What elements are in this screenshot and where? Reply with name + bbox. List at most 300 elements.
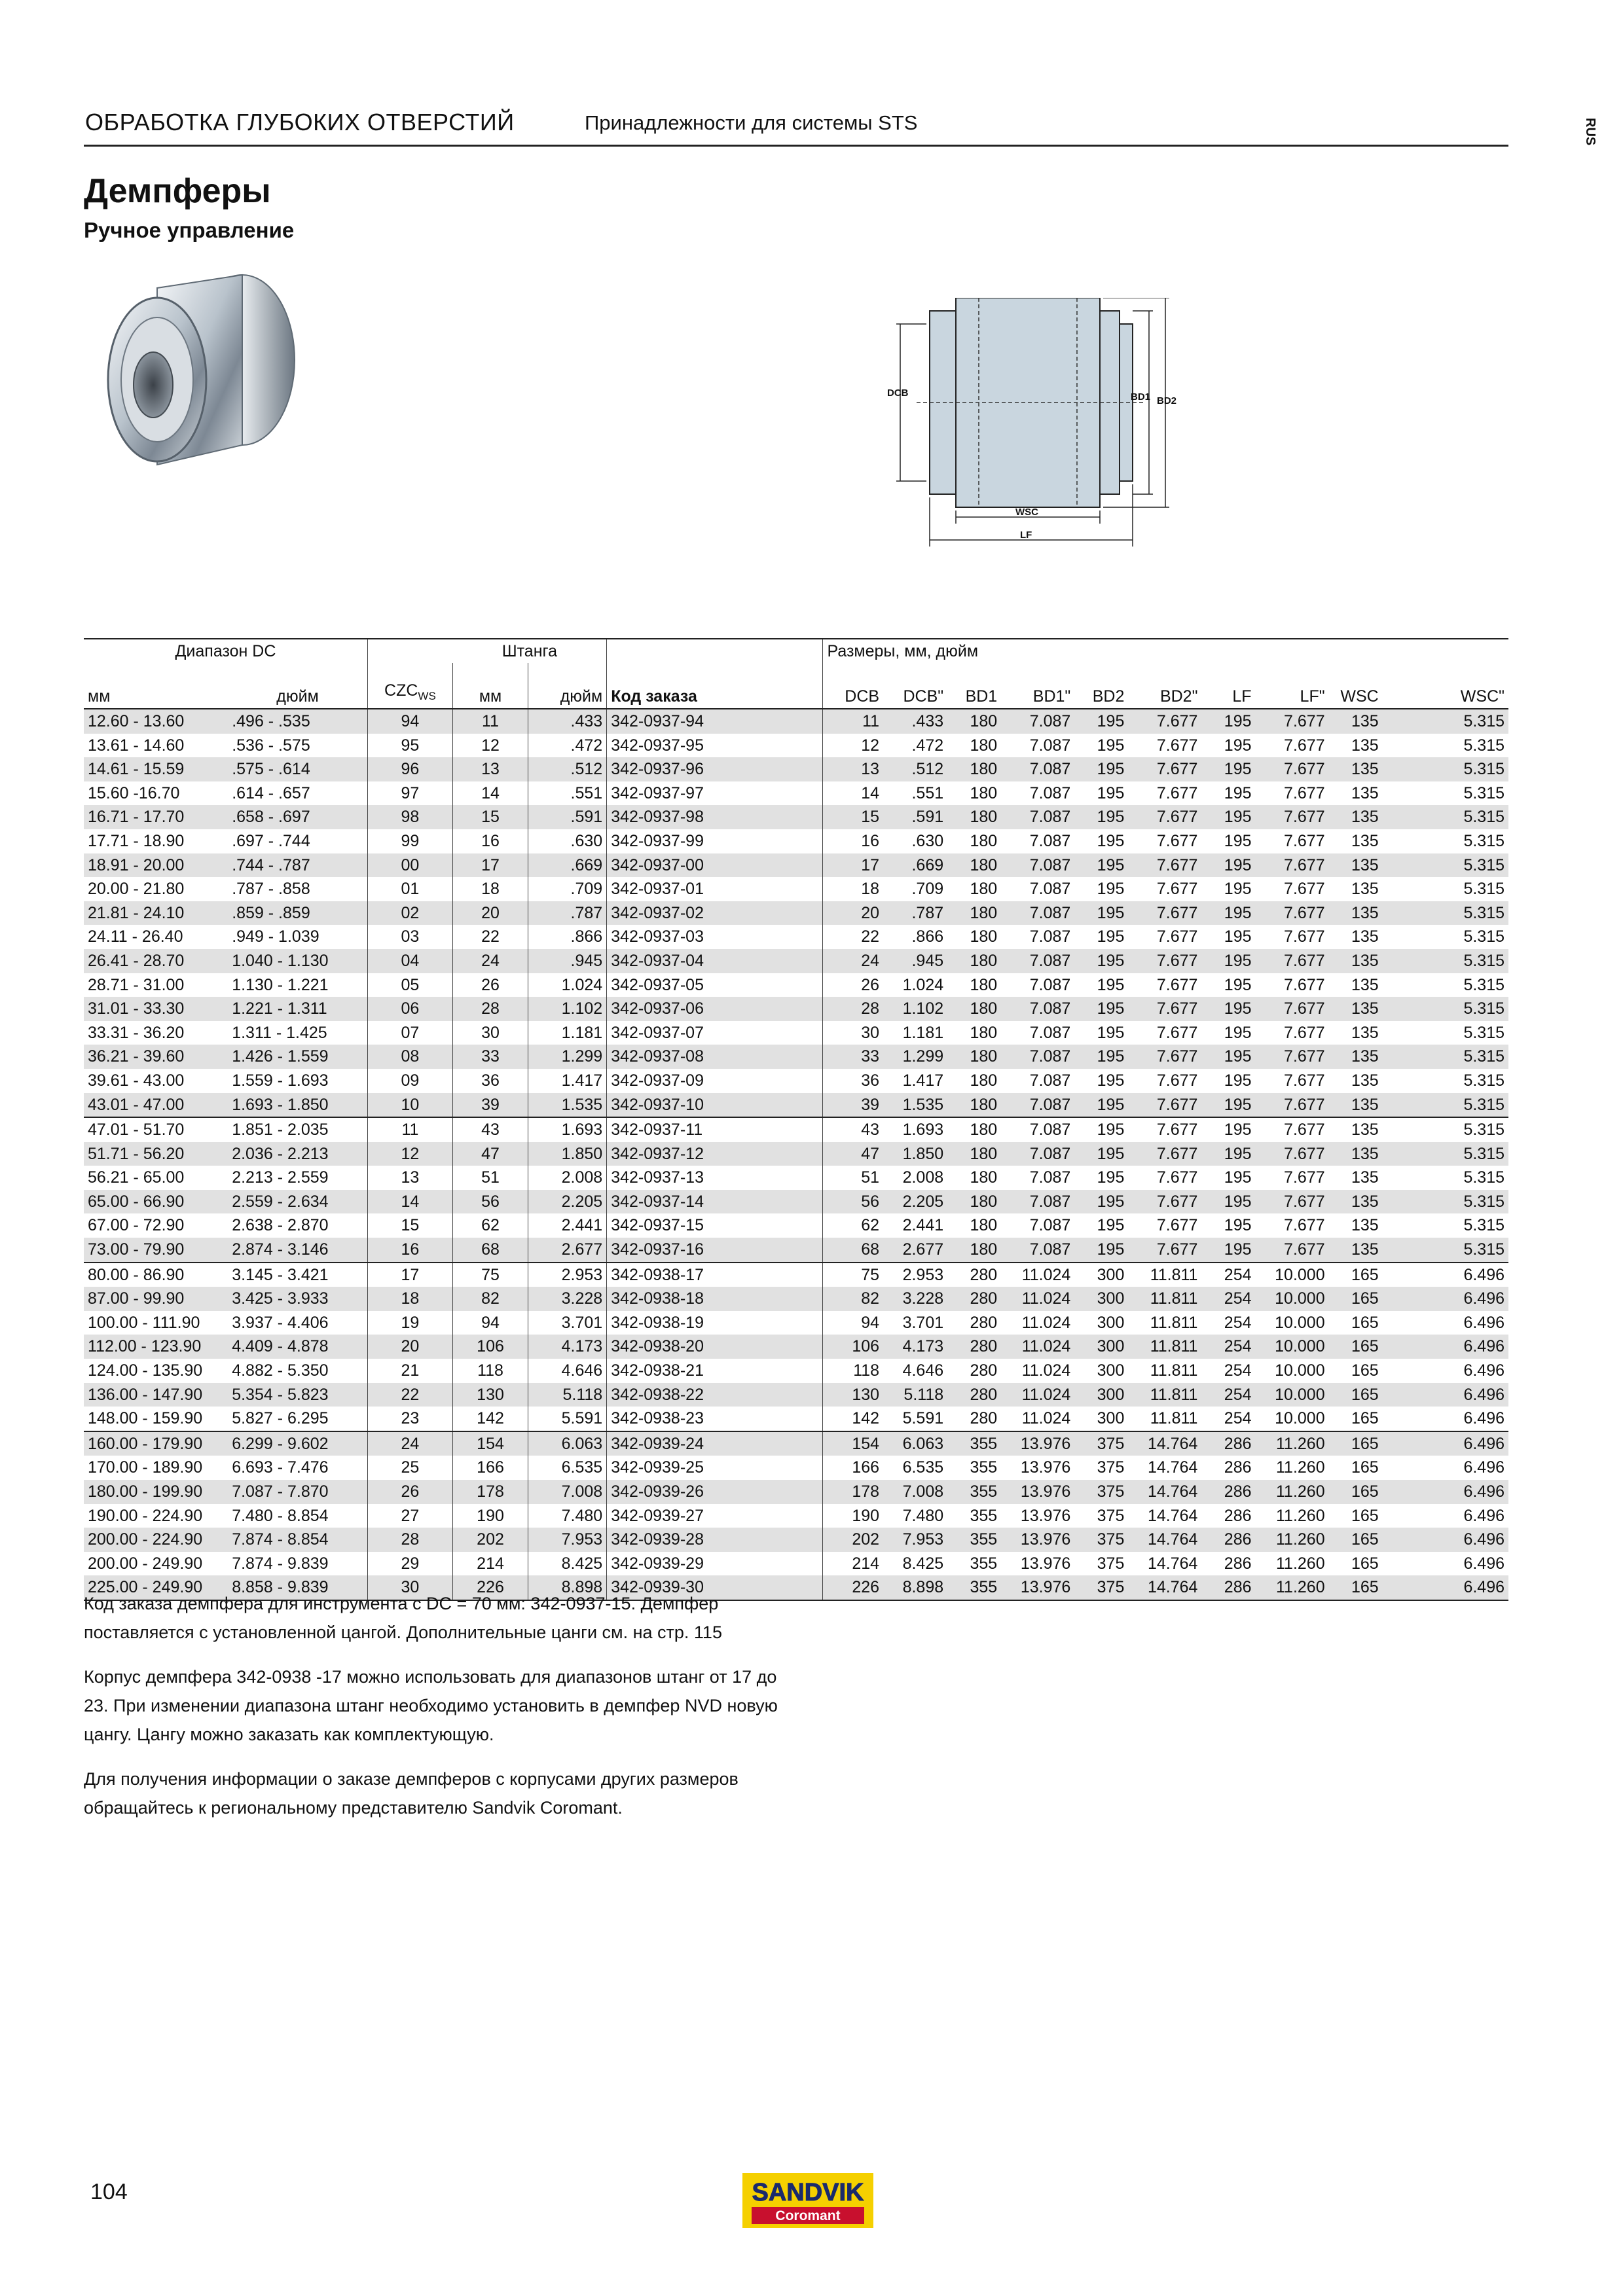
cell-dcb-inch: .866 — [911, 927, 944, 946]
cell-bd1: 355 — [947, 1575, 1001, 1600]
cell-dcb-inch: 5.591 — [902, 1409, 944, 1428]
cell-wsc: 135 — [1351, 880, 1379, 899]
cell-bd1: 180 — [947, 1190, 1001, 1214]
cell-bar-mm: 22 — [452, 925, 528, 949]
table-row — [84, 1335, 1508, 1359]
cell-dc-inch: 2.874 - 3.146 — [228, 1238, 367, 1263]
cell-bar-inch: 3.701 — [528, 1311, 607, 1335]
cell-order-code: 342-0937-15 — [607, 1213, 823, 1238]
cell-order-code: 342-0937-95 — [607, 734, 823, 758]
cell-lf-inch: 10.000 — [1256, 1287, 1329, 1311]
cell-bd1-inch: 7.087 — [1001, 805, 1074, 829]
cell-dcb-inch: 2.008 — [902, 1168, 944, 1187]
cell-bd1: 180 — [947, 1045, 1001, 1069]
cell-wsc-inch: 5.315 — [1383, 1117, 1508, 1142]
cell-bd1-inch: 7.087 — [1001, 1190, 1074, 1214]
cell-bd1: 280 — [947, 1383, 1001, 1407]
cell-dc-inch: .787 - .858 — [232, 880, 310, 899]
col-inch: дюйм — [228, 663, 367, 709]
cell-order-code: 342-0937-98 — [607, 805, 823, 829]
cell-bar-mm: 43 — [452, 1117, 528, 1142]
cell-order-code: 342-0937-09 — [607, 1069, 823, 1093]
cell-wsc-inch: 6.496 — [1463, 1409, 1504, 1428]
cell-bd2-inch: 7.677 — [1156, 975, 1198, 994]
cell-dcb-inch: 6.063 — [883, 1431, 947, 1456]
cell-wsc: 135 — [1329, 1093, 1383, 1118]
cell-wsc-inch: 5.315 — [1463, 1216, 1504, 1235]
cell-wsc: 135 — [1329, 1045, 1383, 1069]
cell-bar-inch: 6.063 — [528, 1431, 607, 1456]
cell-dcb: 13 — [823, 757, 883, 781]
table-row — [84, 1238, 1508, 1263]
col-czc: $CZC_{WS}$ — [367, 663, 452, 709]
cell-bar-inch: 7.953 — [528, 1528, 607, 1552]
cell-bd2-inch: 7.677 — [1156, 831, 1198, 850]
cell-dc-mm: 39.61 - 43.00 — [88, 1071, 185, 1090]
cell-dcb: 130 — [823, 1383, 883, 1407]
cell-dc-inch: .536 - .575 — [232, 736, 310, 755]
cell-bar-inch: 5.118 — [528, 1383, 607, 1407]
cell-czc: 30 — [367, 1575, 452, 1600]
cell-dc-mm: 73.00 - 79.90 — [84, 1238, 228, 1263]
cell-order-code: 342-0939-25 — [607, 1456, 823, 1480]
cell-order-code: 342-0938-23 — [607, 1407, 823, 1431]
cell-bar-inch: 7.480 — [528, 1504, 607, 1528]
cell-bd1-inch: 7.087 — [1001, 709, 1074, 734]
cell-bd1-inch: 11.024 — [1001, 1263, 1074, 1287]
cell-wsc: 135 — [1329, 1142, 1383, 1166]
cell-wsc: 165 — [1329, 1287, 1383, 1311]
cell-dc-mm: 225.00 - 249.90 — [84, 1575, 228, 1600]
cell-order-code: 342-0939-28 — [607, 1528, 823, 1552]
cell-order-code: 342-0937-05 — [607, 973, 823, 997]
cell-bd1: 180 — [947, 949, 1001, 973]
cell-bar-mm: 142 — [452, 1407, 528, 1431]
cell-dc-inch: .614 - .657 — [232, 783, 310, 802]
cell-order-code: 342-0937-12 — [607, 1142, 823, 1166]
cell-bd2: 195 — [1097, 927, 1125, 946]
cell-dc-inch: 1.130 - 1.221 — [232, 975, 329, 994]
cell-czc: 23 — [367, 1407, 452, 1431]
cell-lf: 195 — [1201, 1238, 1255, 1263]
cell-dcb-inch: 6.535 — [902, 1458, 944, 1477]
cell-bar-mm: 13 — [452, 757, 528, 781]
cell-bd2-inch: 14.764 — [1147, 1458, 1198, 1477]
cell-lf-inch: 7.677 — [1284, 880, 1325, 899]
cell-dcb-inch: 4.173 — [883, 1335, 947, 1359]
cell-czc: 16 — [367, 1238, 452, 1263]
cell-wsc: 165 — [1351, 1409, 1379, 1428]
cell-bd2: 195 — [1074, 1142, 1128, 1166]
cell-bd2-inch: 7.677 — [1156, 927, 1198, 946]
cell-bar-mm: 226 — [452, 1575, 528, 1600]
cell-bd1: 355 — [970, 1458, 998, 1477]
cell-lf: 195 — [1201, 901, 1255, 925]
cell-dcb-inch: 1.102 — [883, 997, 947, 1021]
cell-dc-mm: 36.21 - 39.60 — [84, 1045, 228, 1069]
cell-czc: 28 — [367, 1528, 452, 1552]
subsection-title: Принадлежности для системы STS — [585, 111, 918, 134]
cell-dcb: 226 — [823, 1575, 883, 1600]
cell-dcb-inch: 7.953 — [883, 1528, 947, 1552]
cell-lf-inch: 11.260 — [1276, 1506, 1325, 1525]
cell-dcb-inch: 2.677 — [883, 1238, 947, 1263]
cell-bd1-inch: 13.976 — [1020, 1458, 1071, 1477]
table-row — [84, 1021, 1508, 1045]
cell-wsc-inch: 5.315 — [1463, 783, 1504, 802]
cell-bd2-inch: 7.677 — [1156, 880, 1198, 899]
cell-bd1: 180 — [947, 1142, 1001, 1166]
cell-bar-inch: .472 — [528, 734, 607, 758]
cell-czc: 99 — [367, 829, 452, 853]
cell-bar-mm: 16 — [452, 829, 528, 853]
cell-bd2: 195 — [1074, 757, 1128, 781]
cell-lf: 195 — [1201, 709, 1255, 734]
cell-bd2-inch: 14.764 — [1147, 1554, 1198, 1573]
cell-bd1: 180 — [970, 1023, 998, 1042]
cell-wsc: 165 — [1329, 1335, 1383, 1359]
cell-bd1: 280 — [947, 1263, 1001, 1287]
cell-bar-mm: 190 — [452, 1504, 528, 1528]
cell-bar-mm: 82 — [452, 1287, 528, 1311]
cell-wsc: 135 — [1329, 997, 1383, 1021]
cell-bd1: 180 — [970, 736, 998, 755]
cell-wsc-inch: 5.315 — [1463, 975, 1504, 994]
note-body-range: Корпус демпфера 342-0938 -17 можно использовать для диапазонов штанг от 17 до 23. При изменении диапазона штанг необходимо установить в демпфер NVD новую цангу. Цангу можно заказать как комплектующую. — [84, 1667, 778, 1744]
table-row — [84, 1431, 1508, 1456]
cell-lf: 195 — [1224, 1216, 1252, 1235]
cell-dcb-inch: .787 — [883, 901, 947, 925]
cell-lf-inch: 11.260 — [1276, 1554, 1325, 1573]
cell-bd1: 180 — [970, 880, 998, 899]
cell-bd2: 195 — [1074, 901, 1128, 925]
cell-wsc-inch: 6.496 — [1463, 1361, 1504, 1380]
cell-order-code: 342-0939-30 — [607, 1575, 823, 1600]
cell-bd2: 195 — [1074, 1045, 1128, 1069]
cell-bar-inch: 5.591 — [528, 1407, 607, 1431]
cell-dcb-inch: 8.425 — [902, 1554, 944, 1573]
cell-bar-mm: 166 — [452, 1456, 528, 1480]
cell-bd2-inch: 7.677 — [1128, 853, 1201, 878]
cell-wsc: 165 — [1329, 1528, 1383, 1552]
cell-bd1-inch: 13.976 — [1001, 1575, 1074, 1600]
cell-lf: 254 — [1224, 1313, 1252, 1332]
cell-dc-inch: 6.299 - 9.602 — [228, 1431, 367, 1456]
sandvik-coromant-logo — [742, 2173, 873, 2228]
cell-bd1-inch: 13.976 — [1001, 1528, 1074, 1552]
cell-order-code: 342-0938-20 — [607, 1335, 823, 1359]
cell-lf: 195 — [1224, 1168, 1252, 1187]
cell-lf: 254 — [1224, 1409, 1252, 1428]
cell-dcb-inch: .433 — [883, 709, 947, 734]
cell-lf-inch: 7.677 — [1256, 853, 1329, 878]
cell-bd2: 195 — [1074, 1093, 1128, 1118]
cell-bar-mm: 15 — [452, 805, 528, 829]
cell-dc-inch: 1.693 - 1.850 — [228, 1093, 367, 1118]
cell-bd1-inch: 7.087 — [1029, 927, 1071, 946]
cell-bd1-inch: 7.087 — [1001, 901, 1074, 925]
cell-dcb-inch: .551 — [911, 783, 944, 802]
cell-bd2-inch: 7.677 — [1156, 1216, 1198, 1235]
group-bar: Штанга — [452, 639, 606, 663]
cell-bd1-inch: 7.087 — [1029, 1071, 1071, 1090]
cell-bar-inch: 1.417 — [528, 1069, 607, 1093]
cell-lf-inch: 10.000 — [1275, 1313, 1325, 1332]
cell-bd2: 300 — [1097, 1313, 1125, 1332]
col-bar-inch: дюйм — [528, 663, 607, 709]
cell-dcb: 51 — [823, 1166, 883, 1190]
cell-czc: 98 — [367, 805, 452, 829]
cell-lf: 195 — [1201, 1190, 1255, 1214]
cell-bd2: 375 — [1074, 1480, 1128, 1504]
cell-lf: 286 — [1224, 1506, 1252, 1525]
cell-dc-mm: 15.60 -16.70 — [88, 783, 180, 802]
cell-dcb: 11 — [823, 709, 883, 734]
cell-bar-inch: 6.535 — [528, 1456, 607, 1480]
cell-bd2-inch: 7.677 — [1156, 783, 1198, 802]
cell-wsc-inch: 6.496 — [1383, 1263, 1508, 1287]
cell-bar-inch: 1.693 — [528, 1117, 607, 1142]
cell-dc-inch: .575 - .614 — [228, 757, 367, 781]
cell-dc-inch: 3.145 - 3.421 — [228, 1263, 367, 1287]
cell-bd1-inch: 7.087 — [1029, 1216, 1071, 1235]
cell-bd2-inch: 7.677 — [1128, 1045, 1201, 1069]
cell-order-code: 342-0939-27 — [607, 1504, 823, 1528]
cell-dcb-inch: 1.850 — [883, 1142, 947, 1166]
cell-bd1-inch: 13.976 — [1001, 1480, 1074, 1504]
cell-lf-inch: 7.677 — [1256, 1238, 1329, 1263]
cell-bd1: 180 — [947, 709, 1001, 734]
cell-lf: 195 — [1224, 736, 1252, 755]
cell-order-code: 342-0938-17 — [607, 1263, 823, 1287]
table-row — [84, 1528, 1508, 1552]
cell-bar-inch: 8.425 — [528, 1552, 607, 1576]
cell-bar-mm: 11 — [452, 709, 528, 734]
cell-wsc: 135 — [1329, 949, 1383, 973]
cell-order-code: 342-0938-22 — [607, 1383, 823, 1407]
cell-dcb: 82 — [823, 1287, 883, 1311]
cell-bd2-inch: 7.677 — [1128, 997, 1201, 1021]
table-row — [84, 757, 1508, 781]
cell-wsc: 135 — [1329, 1238, 1383, 1263]
cell-bar-mm: 39 — [452, 1093, 528, 1118]
cell-lf: 195 — [1224, 975, 1252, 994]
table-row — [84, 853, 1508, 878]
cell-bd1: 355 — [947, 1431, 1001, 1456]
cell-bd1: 280 — [947, 1287, 1001, 1311]
table-row — [84, 1093, 1508, 1118]
cell-wsc-inch: 6.496 — [1383, 1480, 1508, 1504]
cell-bar-mm: 178 — [452, 1480, 528, 1504]
cell-lf: 286 — [1224, 1554, 1252, 1573]
cell-dc-mm: 56.21 - 65.00 — [88, 1168, 185, 1187]
cell-dc-mm: 200.00 - 224.90 — [84, 1528, 228, 1552]
cell-order-code: 342-0938-18 — [607, 1287, 823, 1311]
col-lf-inch: LF" — [1256, 663, 1329, 709]
cell-bd1-inch: 13.976 — [1001, 1431, 1074, 1456]
cell-lf-inch: 7.677 — [1256, 757, 1329, 781]
cell-dc-mm: 136.00 - 147.90 — [84, 1383, 228, 1407]
cell-dc-inch: 7.480 - 8.854 — [232, 1506, 329, 1525]
cell-bd2-inch: 7.677 — [1156, 1071, 1198, 1090]
col-bd2: BD2 — [1074, 663, 1128, 709]
table-row — [84, 901, 1508, 925]
cell-bd2-inch: 7.677 — [1156, 1023, 1198, 1042]
cell-order-code: 342-0937-14 — [607, 1190, 823, 1214]
cell-bar-mm: 75 — [452, 1263, 528, 1287]
cell-dc-inch: 7.874 - 8.854 — [228, 1528, 367, 1552]
cell-bd2-inch: 7.677 — [1128, 1093, 1201, 1118]
cell-wsc-inch: 5.315 — [1463, 927, 1504, 946]
cell-dcb: 154 — [823, 1431, 883, 1456]
cell-dc-mm: 65.00 - 66.90 — [84, 1190, 228, 1214]
cell-dc-mm: 20.00 - 21.80 — [88, 880, 185, 899]
cell-czc: 10 — [367, 1093, 452, 1118]
table-row — [84, 949, 1508, 973]
cell-order-code: 342-0937-96 — [607, 757, 823, 781]
cell-dc-mm: 80.00 - 86.90 — [84, 1263, 228, 1287]
cell-bd2-inch: 7.677 — [1128, 1238, 1201, 1263]
cell-bd1-inch: 7.087 — [1001, 1142, 1074, 1166]
cell-wsc-inch: 6.496 — [1383, 1383, 1508, 1407]
cell-dc-mm: 17.71 - 18.90 — [88, 831, 185, 850]
cell-wsc-inch: 5.315 — [1383, 805, 1508, 829]
cell-dc-inch: 2.036 - 2.213 — [228, 1142, 367, 1166]
cell-bar-inch: .433 — [528, 709, 607, 734]
cell-czc: 19 — [367, 1311, 452, 1335]
cell-bd1-inch: 11.024 — [1021, 1361, 1071, 1380]
cell-bar-mm: 33 — [452, 1045, 528, 1069]
cell-bd2-inch: 7.677 — [1128, 901, 1201, 925]
cell-wsc: 135 — [1329, 805, 1383, 829]
cell-bar-inch: .591 — [528, 805, 607, 829]
cell-lf: 195 — [1224, 1023, 1252, 1042]
cell-czc: 15 — [367, 1213, 452, 1238]
cell-dc-mm: 26.41 - 28.70 — [84, 949, 228, 973]
cell-bd2-inch: 7.677 — [1128, 1142, 1201, 1166]
cell-dc-mm: 180.00 - 199.90 — [84, 1480, 228, 1504]
cell-dc-inch: 4.409 - 4.878 — [228, 1335, 367, 1359]
cell-wsc-inch: 5.315 — [1383, 949, 1508, 973]
cell-lf-inch: 11.260 — [1256, 1431, 1329, 1456]
cell-dcb-inch: .669 — [883, 853, 947, 878]
cell-bd1-inch: 7.087 — [1001, 1045, 1074, 1069]
table-row — [84, 1263, 1508, 1287]
cell-wsc: 135 — [1329, 1190, 1383, 1214]
cell-bd1-inch: 11.024 — [1021, 1409, 1071, 1428]
cell-dc-inch: 7.087 - 7.870 — [228, 1480, 367, 1504]
cell-bar-mm: 214 — [452, 1552, 528, 1576]
cell-lf: 195 — [1224, 1071, 1252, 1090]
cell-dcb: 190 — [823, 1504, 883, 1528]
cell-wsc: 135 — [1351, 736, 1379, 755]
cell-bar-inch: 1.024 — [528, 973, 607, 997]
cell-dcb-inch: .512 — [883, 757, 947, 781]
cell-dcb-inch: 1.535 — [883, 1093, 947, 1118]
cell-dc-mm: 190.00 - 224.90 — [88, 1506, 203, 1525]
cell-order-code: 342-0937-03 — [607, 925, 823, 949]
cell-bd2: 195 — [1074, 709, 1128, 734]
cell-bar-inch: .866 — [528, 925, 607, 949]
cell-lf-inch: 7.677 — [1284, 831, 1325, 850]
cell-lf-inch: 7.677 — [1256, 1190, 1329, 1214]
cell-bd1: 180 — [970, 1071, 998, 1090]
cell-lf: 286 — [1201, 1575, 1255, 1600]
cell-czc: 05 — [367, 973, 452, 997]
cell-dc-mm: 18.91 - 20.00 — [84, 853, 228, 878]
cell-czc: 26 — [367, 1480, 452, 1504]
cell-lf: 286 — [1224, 1458, 1252, 1477]
table-row — [84, 1190, 1508, 1214]
cell-czc: 03 — [367, 925, 452, 949]
cell-dcb-inch: 2.953 — [883, 1263, 947, 1287]
cell-bar-inch: .945 — [528, 949, 607, 973]
cell-bd2-inch: 7.677 — [1156, 1168, 1198, 1187]
cell-lf: 195 — [1201, 853, 1255, 878]
cell-dc-mm: 87.00 - 99.90 — [84, 1287, 228, 1311]
cell-bd2: 195 — [1097, 1168, 1125, 1187]
cell-bd1: 355 — [947, 1480, 1001, 1504]
cell-order-code: 342-0937-08 — [607, 1045, 823, 1069]
cell-bar-inch: 2.205 — [528, 1190, 607, 1214]
cell-wsc-inch: 5.315 — [1383, 1238, 1508, 1263]
cell-bar-mm: 106 — [452, 1335, 528, 1359]
label-bd1: BD1 — [1131, 391, 1151, 403]
cell-dcb: 166 — [823, 1456, 883, 1480]
cell-dc-mm: 148.00 - 159.90 — [88, 1409, 203, 1428]
cell-wsc-inch: 5.315 — [1383, 1190, 1508, 1214]
cell-lf-inch: 7.677 — [1284, 1071, 1325, 1090]
col-dcb: DCB — [823, 663, 883, 709]
cell-dcb: 106 — [823, 1335, 883, 1359]
cell-bd2-inch: 7.677 — [1128, 1190, 1201, 1214]
cell-order-code: 342-0937-94 — [607, 709, 823, 734]
cell-wsc-inch: 6.496 — [1383, 1431, 1508, 1456]
cell-wsc-inch: 6.496 — [1383, 1575, 1508, 1600]
cell-wsc: 135 — [1351, 1071, 1379, 1090]
cell-bd2: 375 — [1074, 1575, 1128, 1600]
cell-wsc-inch: 5.315 — [1463, 831, 1504, 850]
cell-czc: 02 — [367, 901, 452, 925]
cell-bd1-inch: 11.024 — [1001, 1335, 1074, 1359]
cell-bd2-inch: 7.677 — [1156, 736, 1198, 755]
cell-wsc-inch: 5.315 — [1383, 757, 1508, 781]
table-row — [84, 1383, 1508, 1407]
cell-bd2: 195 — [1074, 1190, 1128, 1214]
cell-dcb-inch: 8.898 — [883, 1575, 947, 1600]
cell-bar-mm: 36 — [452, 1069, 528, 1093]
col-wsc-inch: WSC" — [1383, 663, 1508, 709]
cell-bd2-inch: 14.764 — [1128, 1431, 1201, 1456]
cell-czc: 06 — [367, 997, 452, 1021]
cell-dc-inch: .496 - .535 — [228, 709, 367, 734]
cell-dcb-inch: 1.417 — [902, 1071, 944, 1090]
cell-dc-inch: 5.827 - 6.295 — [232, 1409, 329, 1428]
table-row — [84, 1142, 1508, 1166]
cell-lf: 286 — [1201, 1480, 1255, 1504]
cell-dc-inch: 2.213 - 2.559 — [232, 1168, 329, 1187]
cell-dcb-inch: .591 — [883, 805, 947, 829]
cell-bd1: 180 — [970, 927, 998, 946]
cell-bd2: 300 — [1074, 1263, 1128, 1287]
cell-wsc-inch: 5.315 — [1463, 880, 1504, 899]
col-bd2-inch: BD2" — [1128, 663, 1201, 709]
cell-bd1-inch: 7.087 — [1029, 975, 1071, 994]
cell-dcb: 178 — [823, 1480, 883, 1504]
cell-lf-inch: 7.677 — [1284, 783, 1325, 802]
cell-bar-mm: 14 — [452, 781, 528, 806]
cell-lf-inch: 7.677 — [1284, 927, 1325, 946]
